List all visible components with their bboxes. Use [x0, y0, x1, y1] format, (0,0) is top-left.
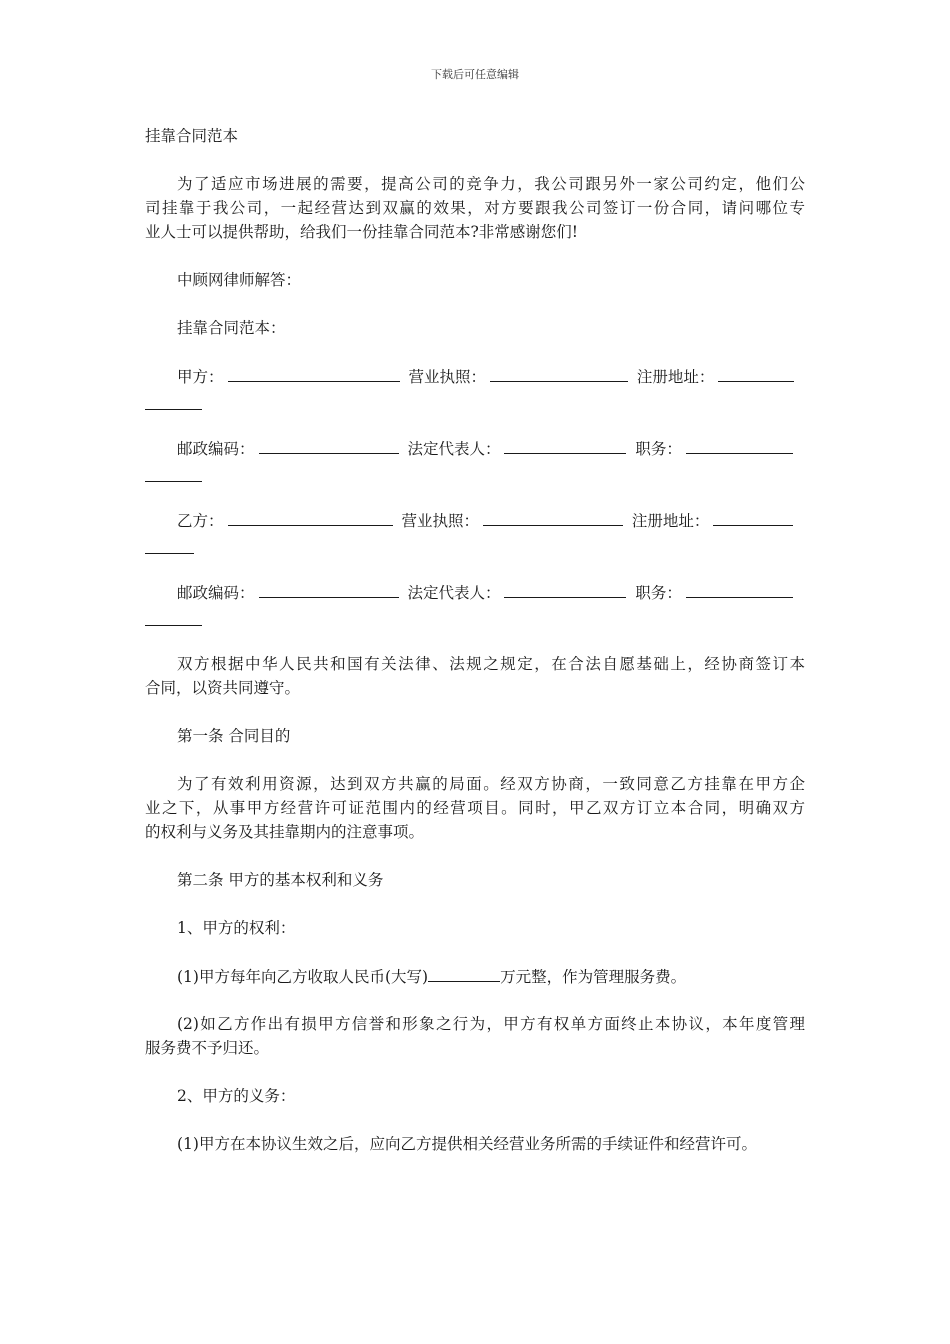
article-2-title: 第二条 甲方的基本权利和义务 — [177, 871, 384, 889]
intro-line-3: 业人士可以提供帮助，给我们一份挂靠合同范本?非常感谢您们! — [145, 223, 579, 241]
party-a-rep-field[interactable] — [504, 436, 626, 454]
article-1-line-2: 业之下，从事甲方经营许可证范围内的经营项目。同时，甲乙双方订立本合同，明确双方 — [145, 799, 805, 817]
party-b-license-label: 营业执照： — [401, 512, 479, 530]
party-a-address-field-cont[interactable] — [145, 409, 202, 410]
party-b-position-field-cont[interactable] — [145, 625, 202, 626]
party-a-postcode-row — [145, 436, 805, 461]
party-a-postcode-field[interactable] — [259, 436, 399, 454]
party-b-row — [145, 508, 805, 533]
intro-line-1: 为了适应市场进展的需要，提高公司的竞争力，我公司跟另外一家公司约定，他们公 — [177, 175, 805, 193]
right-1-suffix: 万元整，作为管理服务费。 — [500, 968, 687, 986]
article-1-line-3: 的权利与义务及其挂靠期内的注意事项。 — [145, 823, 425, 841]
party-a-position-field[interactable] — [686, 436, 793, 454]
party-b-rep-label: 法定代表人： — [407, 584, 501, 602]
party-b-postcode-row — [145, 580, 805, 605]
right-2-line-1: (2)如乙方作出有损甲方信誉和形象之行为，甲方有权单方面终止本协议，本年度管理 — [177, 1015, 805, 1033]
party-a-position-label: 职务： — [635, 440, 682, 458]
party-a-license-field[interactable] — [490, 364, 628, 382]
party-b-address-field-cont[interactable] — [145, 553, 194, 554]
right-1-prefix: (1)甲方每年向乙方收取人民币(大写) — [177, 968, 429, 986]
party-a-label: 甲方： — [177, 368, 224, 386]
right-2-line-2: 服务费不予归还。 — [145, 1039, 270, 1057]
article-1-line-1: 为了有效利用资源，达到双方共赢的局面。经双方协商，一致同意乙方挂靠在甲方企 — [177, 775, 805, 793]
party-a-address-label: 注册地址： — [636, 368, 715, 386]
agreement-line-2: 合同，以资共同遵守。 — [145, 679, 301, 697]
party-b-label: 乙方： — [177, 512, 224, 530]
party-a-position-field-cont[interactable] — [145, 481, 202, 482]
party-a-row — [145, 364, 805, 389]
party-a-license-label: 营业执照： — [408, 368, 486, 386]
right-1-line — [145, 964, 805, 989]
party-a-address-field[interactable] — [718, 364, 794, 382]
intro-line-2: 司挂靠于我公司，一起经营达到双赢的效果，对方要跟我公司签订一份合同，请问哪位专 — [145, 199, 805, 217]
party-b-license-field[interactable] — [483, 508, 623, 526]
party-b-rep-field[interactable] — [504, 580, 626, 598]
party-b-postcode-field[interactable] — [259, 580, 399, 598]
document-title: 挂靠合同范本 — [145, 127, 239, 145]
party-b-address-label: 注册地址： — [631, 512, 710, 530]
rights-title: 1、甲方的权利： — [177, 919, 296, 937]
template-title: 挂靠合同范本： — [177, 319, 286, 337]
duties-title: 2、甲方的义务： — [177, 1087, 296, 1105]
article-1-title: 第一条 合同目的 — [177, 727, 291, 745]
party-a-name-field[interactable] — [228, 364, 400, 382]
agreement-line-1: 双方根据中华人民共和国有关法律、法规之规定，在合法自愿基础上，经协商签订本 — [177, 655, 805, 673]
party-a-postcode-label: 邮政编码： — [177, 440, 255, 458]
page-header-note: 下载后可任意编辑 — [431, 68, 519, 81]
party-b-position-label: 职务： — [635, 584, 682, 602]
lawyer-answer-label: 中顾网律师解答： — [177, 271, 302, 289]
party-b-position-field[interactable] — [686, 580, 793, 598]
management-fee-field[interactable] — [428, 964, 500, 982]
party-b-postcode-label: 邮政编码： — [177, 584, 255, 602]
party-a-rep-label: 法定代表人： — [407, 440, 501, 458]
party-b-address-field[interactable] — [713, 508, 793, 526]
duty-1-line: (1)甲方在本协议生效之后，应向乙方提供相关经营业务所需的手续证件和经营许可。 — [177, 1135, 757, 1153]
party-b-name-field[interactable] — [228, 508, 393, 526]
